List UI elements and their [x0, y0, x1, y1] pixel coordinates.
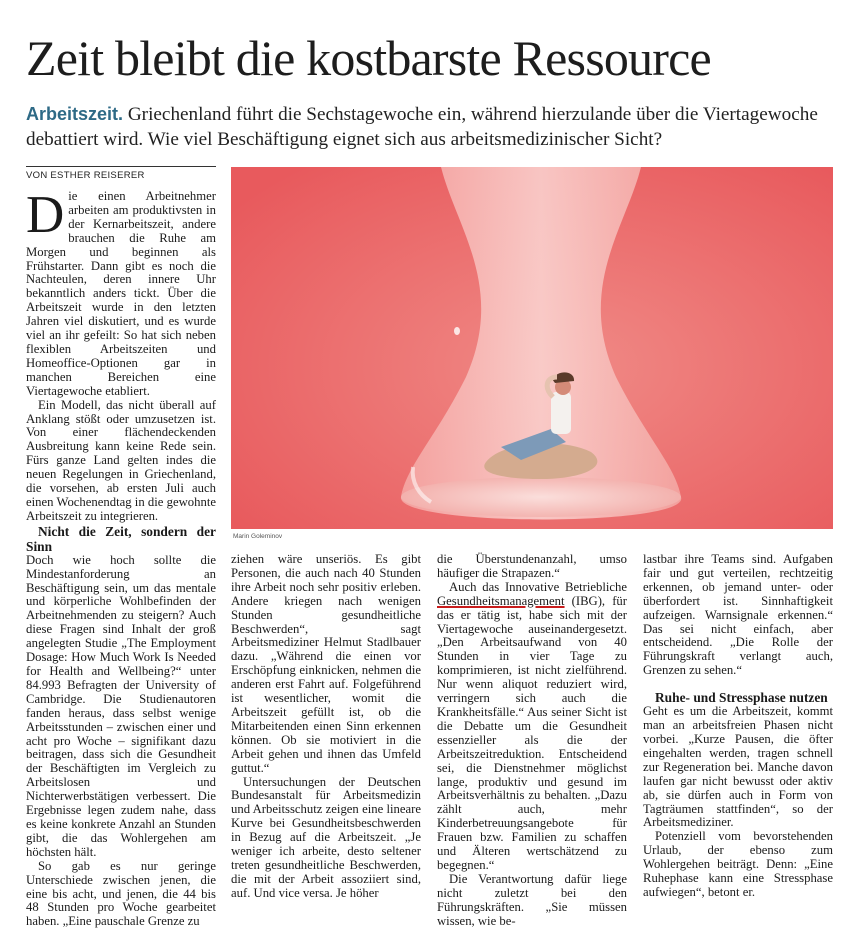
col3-paragraph-1: die Überstundenanzahl, umso häufiger die Strapazen.“: [437, 552, 627, 580]
col2-paragraph-1: ziehen wäre unseriös. Es gibt Personen, die auch nach 40 Stunden ihre Arbeit noch sehr positiv erleben. Andere kriegen nach wenigen Stunden gesundheitliche Beschwerden“, sagt Arbeitsmediziner Helmut Stadlbauer dazu. „Während die einen vor Erschöpfung einknicken, nehmen die anderen erst Fahrt auf. Folgeführend ist wesentlicher, womit die Arbeitszeit gefüllt ist, ob die Mitarbeitenden einen Sinn erkennen können. Ob sie motiviert in die Arbeit gehen und ihnen das Umfeld guttut.“: [231, 552, 421, 775]
column-1: [26, 186, 216, 929]
column-2: [231, 553, 421, 901]
illustration-glass-bottle: [231, 167, 833, 529]
col4-paragraph-3: Potenziell vom bevorstehenden Urlaub, der ebenso zum Wohlergehen beiträgt. Denn: „Eine Ruhephase kann eine Stressphase aufwiegen“, betont er.: [643, 829, 833, 899]
col3-paragraph-3: Die Verantwortung dafür liege nicht zuletzt bei den Führungskräften. „Sie müssen wissen, wie be-: [437, 871, 627, 928]
col1-paragraph-2: Ein Modell, das nicht überall auf Anklang stößt oder umzusetzen ist. Von einer flächendeckenden Ausbreitung kann keine Rede sein. Fürs ganze Land gelten indes die neuen Regelungen in Griechenland, die vorsehen, ab ersten Juli auch einen Wochenendtag in die gewohnte Arbeitszeit zu integrieren.: [26, 397, 216, 523]
col1-paragraph-4: So gab es nur geringe Unterschiede zwischen jenen, die eine bis acht, und jenen, die 44 bis 48 Stunden pro Woche gearbeitet haben. „Eine pauschale Grenze zu: [26, 858, 216, 929]
col4-paragraph-2: Geht es um die Arbeitszeit, kommt man an arbeitsfreien Phasen nicht vorbei. „Kurze Pausen, die öfter eingehalten werden, tragen schnell zur Regeneration bei. Manche davon laufen gar nicht bewusst oder aktiv ab, sie dürfen auch in Form von Tagträumen stattfinden“, so der Arbeitsmediziner.: [643, 704, 833, 830]
col4-paragraph-1: lastbar ihre Teams sind. Aufgaben fair und gut verteilen, rechtzeitig erkennen, ob jemand unter- oder überfordert ist. Sinnhaftigkeit aufzeigen. Warnsignale erkennen.“ Das sei nicht einfach, aber entscheidend. „Die Rolle der Führungskraft verlangt auch, Grenzen zu sehen.“: [643, 552, 833, 678]
col2-paragraph-2: Untersuchungen der Deutschen Bundesanstalt für Arbeitsmedizin und Arbeitsschutz zeigen eine lineare Kurve bei Gesundheitsbeschwerden in Bezug auf die Arbeitszeit. „Je weniger ich arbeite, desto seltener treten gesundheitliche Beschwerden, die mit der Arbeit assoziiert sind, auf. Und vice versa. Je höher: [231, 774, 421, 900]
headline: Zeit bleibt die kostbarste Ressource: [26, 30, 711, 86]
drop-cap: D: [26, 186, 65, 244]
lead-text: Griechenland führt die Sechstagewoche ein, während hierzulande über die Viertagewoche debattiert wird. Wie viel Beschäftigung eignet sich aus arbeitsmedizinischer Sicht?: [26, 104, 818, 150]
subheading-1: Nicht die Zeit, sondern der Sinn: [26, 523, 216, 554]
subheading-2: Ruhe- und Stressphase nutzen: [655, 690, 828, 706]
image-credit: Marin Goleminov: [233, 533, 283, 540]
col1-paragraph-1-text: ie einen Arbeitnehmer arbeiten am produktivsten in der Kernarbeitszeit, andere brauchen die Ruhe am Morgen und beginnen als Frühstarter. Dann gibt es noch die Nachteulen, deren innere Uhr bekanntlich anders tickt. Über die Arbeitszeit wurde in den letzten Jahren viel diskutiert, und es wurde viel an ihr gefeilt: So hat sich neben flexiblen Arbeitszeiten und Homeoffice-Optionen gar in manchen Bereichen eine Viertagewoche etabliert.: [26, 189, 216, 398]
byline: VON ESTHER REISERER: [26, 170, 145, 181]
col3-paragraph-2: [437, 581, 627, 873]
col1-paragraph-1: [26, 186, 216, 399]
col1-paragraph-3: Doch wie hoch sollte die Mindestanforderung an Beschäftigung sein, um das mentale und körperliche Wohlbefinden der Arbeitnehmenden zu steigern? Auch diese Fragen sind Inhalt der groß angelegten Studie „The Employment Dosage: How Much Work Is Needed for Health and Wellbeing?“ unter 84.993 Befragten der University of Cambridge. Die Studienautoren fanden heraus, dass selbst wenige Arbeitsstunden – zwischen einer und acht pro Woche – signifikant dazu beitragen, dass sich die Gesundheit der Beschäftigten im Vergleich zu Arbeitslosen und Nichterwerbstätigen verbessert. Die Ergebnisse legen zudem nahe, dass es keine konkrete Anzahl an Stunden gibt, die das Wohlergehen am höchsten hält.: [26, 552, 216, 859]
lead-paragraph: [26, 102, 836, 152]
underlined-term: Gesundheitsmanagement: [437, 593, 565, 608]
lead-kicker: Arbeitszeit.: [26, 104, 124, 124]
col3-paragraph-2-part-b: (IBG), für das er tätig ist, habe sich mit der Viertagewoche auseinandergesetzt. „Den Arbeitsaufwand von 40 Stunden in vier Tage zu komprimieren, ist nicht zielführend. Nur wenn aliquot reduziert wird, verringern sich auch die Krankheitsfälle.“ Aus seiner Sicht ist die Debatte um die Gesundheit essenzieller als die der Arbeitszeitreduktion. Entscheidend sei, die Dienstnehmer möglichst lange, produktiv und gesund im Arbeitsverhältnis zu behalten. „Dazu zählt auch, mehr Kinderbetreuungsangebote für Frauen bzw. Familien zu schaffen und Älteren wertschätzend zu begegnen.“: [437, 593, 627, 872]
col3-paragraph-2-part-a: Auch das Innovative Betriebliche: [449, 579, 627, 594]
illustration: [231, 167, 833, 529]
column-4: [643, 553, 833, 900]
column-3: [437, 553, 627, 928]
byline-rule: [26, 166, 216, 167]
